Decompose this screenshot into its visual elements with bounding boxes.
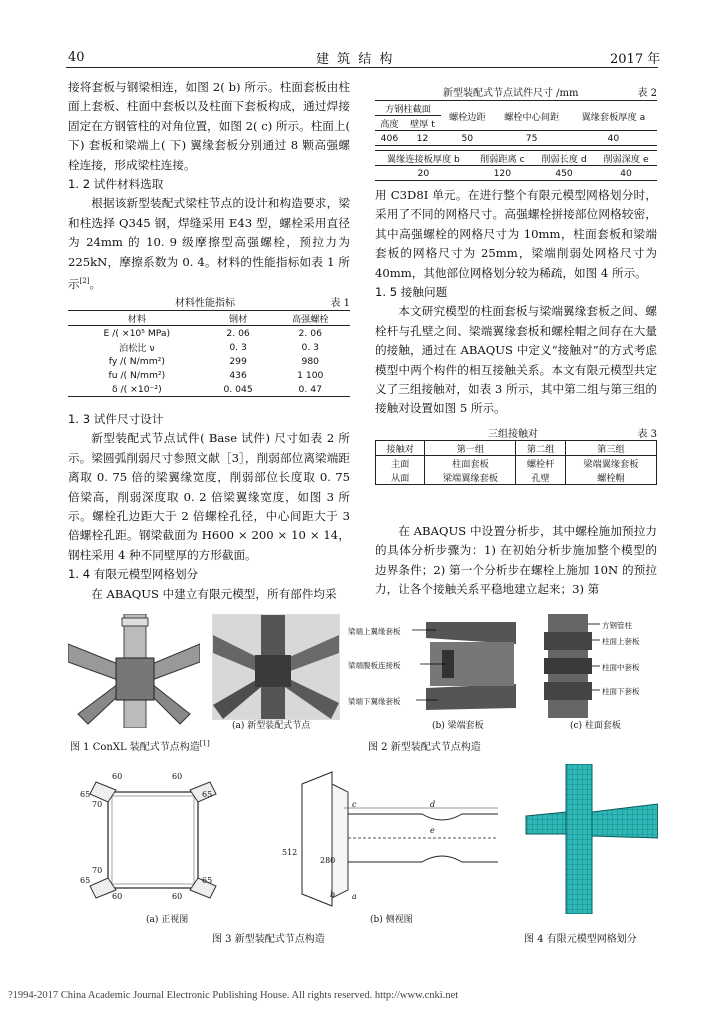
table-row: δ /( ×10⁻²) 0. 045 0. 47 xyxy=(112,383,322,395)
paragraph: 新型装配式节点试件( Base 试件) 尺寸如表 2 所示。梁圆弧削弱尺寸参照文献［3］，削弱部位离梁端距离取 0. 75 倍的梁翼缘宽度，削弱部位长度取 0. 75 倍梁高，削弱深度取 0. 2 倍梁翼缘宽度，如图 3 所示。螺栓孔边距大于 2 倍螺栓孔径，中心间距大于 3 倍螺栓孔距。钢梁截面为 H600 × 200 × 10 × 14，钢柱采用 4 种不同壁厚的方形截面。 xyxy=(68,431,350,562)
fig2c-label-2: 柱面上套板 xyxy=(602,637,640,646)
table-row: 20 120 450 40 xyxy=(417,167,632,179)
paragraph: 接将套板与钢梁相连，如图 2( b) 所示。柱面套板由柱面上套板、柱面中套板以及柱面下套板构成，通过焊接固定在方钢管柱的对角位置，如图 2( c) 所示。柱面上( 下) 套板和梁端上( 下) 翼缘套板分别通过 8 颗高强螺栓连接，形成梁柱连接。 xyxy=(68,80,350,172)
fig3b-dim-d: d xyxy=(430,800,436,809)
figure3-caption: 图 3 新型装配式节点构造 xyxy=(212,934,325,945)
year: 2017 年 xyxy=(610,52,661,67)
paragraph: 用 C3D8I 单元。在进行整个有限元模型网格划分时，采用了不同的网格尺寸。高强螺栓拼接部位网格较密，其中高强螺栓的网格尺寸为 10mm，柱面套板和梁端套板的网格尺寸为 25mm，梁端削弱处网格尺寸为 40mm，其他部位网格划分较为稀疏，如图 4 所示。 xyxy=(375,188,657,280)
table-row: fy /( N/mm²) 299 980 xyxy=(108,355,320,367)
figure2c-image xyxy=(540,614,658,718)
paragraph: 本文研究模型的柱面套板与梁端翼缘套板之间、螺栓杆与孔壁之间、梁端翼缘套板和螺栓帽之间存在大量的接触，通过在 ABAQUS 中定义“接触对”的方式考虑模型中两个构件的相互接触关系。本文有限元模型共定义了三组接触对，如表 3 所示，其中第二组与第三组的接触对设置如图 5 所示。 xyxy=(375,304,657,416)
fig3a-dim-top-2: 60 xyxy=(172,772,183,781)
table-row: E /( ×10⁵ MPa) 2. 06 2. 06 xyxy=(103,327,322,339)
figure3b-label: (b) 侧视图 xyxy=(370,915,413,925)
section-heading: 1. 5 接触问题 xyxy=(375,285,448,300)
fig3a-dim-top-1: 60 xyxy=(112,772,123,781)
paragraph: 根据该新型装配式梁柱节点的设计和构造要求，梁和柱选择 Q345 钢，焊缝采用 E43 型，螺栓采用直径为 24mm 的 10. 9 级摩擦型高强螺栓，预拉力为 225kN，摩擦系数为 0. 4。材料的性能指标如表 1 所示[2]。 xyxy=(68,196,350,291)
fig3a-dim-right-1: 65 xyxy=(202,790,213,799)
fig3b-dim-c: c xyxy=(352,800,357,809)
fig2b-label-mid: 梁端腹板连接板 xyxy=(348,661,401,670)
fig3a-dim-lb-1: 65 xyxy=(80,876,91,885)
fig3b-dim-512: 512 xyxy=(282,848,298,857)
fig3a-dim-lb-2: 70 xyxy=(92,866,103,875)
figure2b-label: (b) 梁端套板 xyxy=(432,721,484,731)
fig3b-dim-280: 280 xyxy=(320,856,336,865)
figure3a-image xyxy=(68,764,238,914)
figure2c-label: (c) 柱面套板 xyxy=(570,721,621,731)
table1-label: 表 1 xyxy=(330,298,350,309)
left-column xyxy=(68,78,350,294)
fig2c-label-1: 方钢管柱 xyxy=(602,621,632,630)
figure1-image xyxy=(68,614,200,728)
paragraph: 在 ABAQUS 中建立有限元模型，所有部件均采 xyxy=(91,586,337,601)
header-rule xyxy=(66,67,658,68)
copyright-footer: ?1994-2017 China Academic Journal Electronic Publishing House. All rights reserved. http://www.cnki.net xyxy=(8,990,459,1001)
table1-caption xyxy=(68,294,350,309)
figure4-caption: 图 4 有限元模型网格划分 xyxy=(524,934,637,945)
figure3a-label: (a) 正视图 xyxy=(146,915,189,925)
table-row: 从面 梁端翼缘套板 孔壁 螺栓帽 xyxy=(376,470,657,485)
table-row: 主面 柱面套板 螺栓杆 梁端翼缘套板 xyxy=(376,456,657,471)
table1-title: 材料性能指标 xyxy=(175,298,235,309)
table2-part2: 翼缘连接板厚度 b 削弱距离 c 削弱长度 d 削弱深度 e 20 120 450 40 xyxy=(375,150,657,181)
fig3a-dim-left-2: 70 xyxy=(92,800,103,809)
right-column-lower xyxy=(375,522,657,600)
table2: 方钢柱截面 螺栓边距 螺栓中心间距 翼缘套板厚度 a 高度 壁厚 t 406 12 50 75 40 xyxy=(375,100,657,146)
table-row: 406 12 50 75 40 xyxy=(375,131,657,146)
section-heading: 1. 4 有限元模型网格划分 xyxy=(68,567,199,582)
figure3b-image xyxy=(272,764,498,914)
fig3a-dim-bottom-2: 60 xyxy=(172,892,183,901)
table-row: fu /( N/mm²) 436 1 100 xyxy=(108,369,324,381)
table-row: 泊松比 ν 0. 3 0. 3 xyxy=(119,341,320,354)
page-number: 40 xyxy=(68,50,85,65)
paragraph: 在 ABAQUS 中设置分析步，其中螺栓施加预拉力的具体分析步骤为：1) 在初始分析步施加整个模型的边界条件；2) 第一个分析步在螺栓上施加 10N 的预拉力，让各个接触关系平稳地建立起来；3) 第 xyxy=(375,524,657,597)
table3: 接触对 第一组 第二组 第三组 主面 柱面套板 螺栓杆 梁端翼缘套板 从面 梁端翼缘套板 孔壁 螺栓帽 xyxy=(375,440,657,485)
table1: 材料 钢材 高强螺栓 E /( ×10⁵ MPa) 2. 06 2. 06 泊松比 ν 0. 3 0. 3 fy /( N/mm²) 299 980 fu /( N/mm²) 436 1 100 δ /( ×10⁻²) 0. 045 0. 47 xyxy=(68,310,350,397)
fig2c-label-3: 柱面中套板 xyxy=(602,663,640,672)
section-heading: 1. 2 试件材料选取 xyxy=(68,177,164,192)
fig2b-label-top: 梁端上翼缘套板 xyxy=(348,627,401,636)
fig3a-dim-left-1: 65 xyxy=(80,790,91,799)
fig3a-dim-rb-1: 65 xyxy=(202,876,213,885)
right-column xyxy=(375,186,657,419)
figure2a-label: (a) 新型装配式节点 xyxy=(232,721,311,731)
table2-caption: 新型装配式节点试件尺寸 /mm 表 2 xyxy=(443,88,657,99)
section-heading: 1. 3 试件尺寸设计 xyxy=(68,412,164,426)
figure4-image xyxy=(522,764,658,914)
journal-title: 建 筑 结 构 xyxy=(316,52,395,67)
left-column-lower xyxy=(68,410,350,604)
fig3b-dim-b: b xyxy=(330,890,336,899)
figure2a-image xyxy=(212,614,340,720)
figure1-caption: 图 1 ConXL 装配式节点构造[1] xyxy=(70,739,210,753)
fig3a-dim-bottom-1: 60 xyxy=(112,892,123,901)
figure2-caption: 图 2 新型装配式节点构造 xyxy=(368,742,481,753)
table3-caption: 三组接触对 表 3 xyxy=(488,429,657,440)
fig2b-label-bottom: 梁端下翼缘套板 xyxy=(348,697,401,706)
fig2c-label-4: 柱面下套板 xyxy=(602,687,640,696)
fig3b-dim-a: a xyxy=(352,892,357,901)
fig3b-dim-e: e xyxy=(430,826,435,835)
